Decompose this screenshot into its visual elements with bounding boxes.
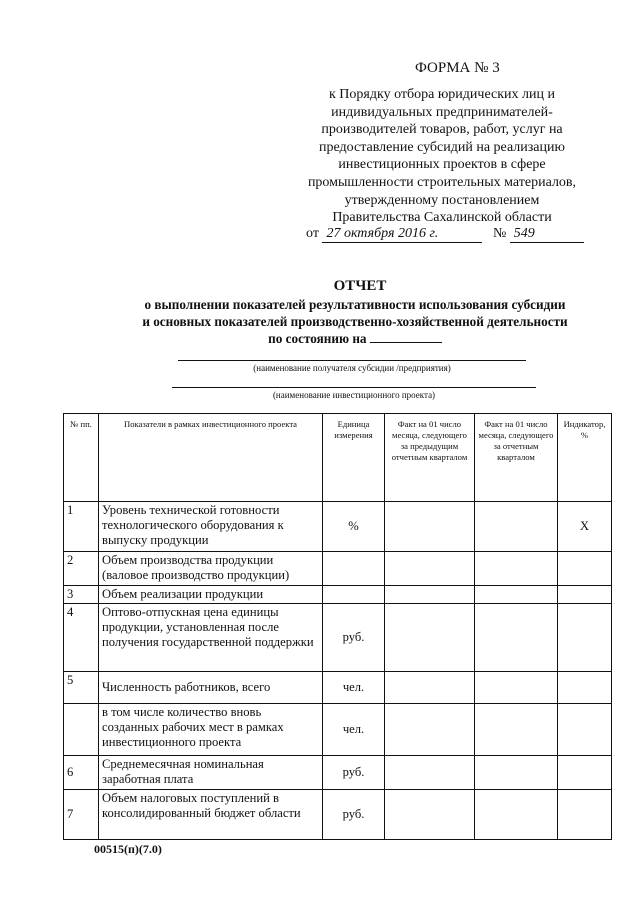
row-num: 3 [64,586,99,604]
table-row [64,552,612,586]
row-num: 6 [64,756,99,790]
row-fact-current[interactable] [475,704,558,756]
row-num: 4 [64,604,99,672]
row-indicator: Среднемесячная номинальная заработная плата [99,756,323,790]
row-ratio[interactable] [558,586,612,604]
report-subtitle-line: по состоянию на [268,331,367,346]
table-row [64,704,612,756]
number-prefix: № [492,226,507,241]
row-unit: % [323,502,385,552]
header-unit: Единица измерения [323,414,385,502]
row-indicator: в том числе количество вновь созданных рабочих мест в рамках инвестиционного проекта [99,704,323,756]
row-unit: чел. [323,704,385,756]
row-fact-previous[interactable] [385,790,475,840]
order-reference [292,86,592,227]
form-code: 00515(п)(7.0) [94,842,162,856]
header-num: № пп. [64,414,99,502]
report-subtitle [90,296,620,347]
row-fact-current[interactable] [475,672,558,704]
form-number-label: ФОРМА № 3 [415,60,500,76]
row-fact-current[interactable] [475,586,558,604]
report-subtitle-line: о выполнении показателей результативности использования субсидии [144,297,566,312]
row-num: 5 [64,672,99,704]
report-subtitle-line: и основных показателей производственно-хозяйственной деятельности [142,314,568,329]
decree-number: 549 [510,226,584,243]
header-fact-current: Факт на 01 число месяца, следующего за отчетным кварталом [475,414,558,502]
row-fact-previous[interactable] [385,756,475,790]
row-fact-current[interactable] [475,502,558,552]
order-line: Правительства Сахалинской области [332,210,552,226]
row-fact-previous[interactable] [385,586,475,604]
table-row [64,502,612,552]
row-fact-previous[interactable] [385,552,475,586]
row-unit [323,586,385,604]
row-num: 7 [64,790,99,840]
table-row [64,604,612,672]
row-unit: чел. [323,672,385,704]
order-line: промышленности строительных материалов, [307,174,577,190]
row-unit [323,552,385,586]
row-fact-current[interactable] [475,790,558,840]
project-caption: (наименование инвестиционного проекта) [272,390,436,400]
row-ratio: X [558,502,612,552]
row-indicator: Объем производства продукции (валовое производство продукции) [99,552,323,586]
row-fact-current[interactable] [475,756,558,790]
table-row [64,586,612,604]
report-table [63,413,612,840]
order-line: предоставление субсидий на реализацию [319,139,565,155]
header-indicator: Показатели в рамках инвестиционного проекта [99,414,323,502]
row-unit: руб. [323,756,385,790]
row-fact-previous[interactable] [385,604,475,672]
report-title: ОТЧЕТ [333,278,387,294]
header-ratio: Индикатор, % [558,414,612,502]
row-num [64,704,99,756]
row-indicator: Оптово-отпускная цена единицы продукции, установленная после получения государственной поддержки [99,604,323,672]
row-indicator: Численность работников, всего [99,672,323,704]
recipient-caption: (наименование получателя субсидии /предприятия) [253,363,451,373]
order-line: индивидуальных предпринимателей- [331,104,553,120]
order-line: инвестиционных проектов в сфере [338,157,546,173]
report-date-field[interactable] [370,342,442,343]
row-ratio[interactable] [558,790,612,840]
table-row [64,672,612,704]
order-line: производителей товаров, работ, услуг на [321,122,563,138]
row-unit: руб. [323,604,385,672]
row-ratio[interactable] [558,704,612,756]
row-fact-previous[interactable] [385,672,475,704]
project-field[interactable] [172,387,536,388]
order-line: к Порядку отбора юридических лиц и [329,87,555,102]
row-indicator: Уровень технической готовности технологического оборудования к выпуску продукции [99,502,323,552]
row-ratio[interactable] [558,552,612,586]
row-fact-previous[interactable] [385,704,475,756]
row-ratio[interactable] [558,672,612,704]
row-fact-previous[interactable] [385,502,475,552]
row-fact-current[interactable] [475,604,558,672]
row-ratio[interactable] [558,604,612,672]
order-line: утвержденному постановлением [344,192,540,208]
row-ratio[interactable] [558,756,612,790]
decree-date: 27 октября 2016 г. [322,226,482,243]
decree-date-row [306,226,584,243]
row-fact-current[interactable] [475,552,558,586]
table-row [64,756,612,790]
row-indicator: Объем налоговых поступлений в консолидированный бюджет области [99,790,323,840]
row-num: 2 [64,552,99,586]
row-unit: руб. [323,790,385,840]
table-row [64,790,612,840]
recipient-field[interactable] [178,360,526,361]
date-prefix: от [306,226,319,241]
row-num: 1 [64,502,99,552]
header-fact-previous: Факт на 01 число месяца, следующего за предыдущим отчетным кварталом [385,414,475,502]
row-indicator: Объем реализации продукции [99,586,323,604]
